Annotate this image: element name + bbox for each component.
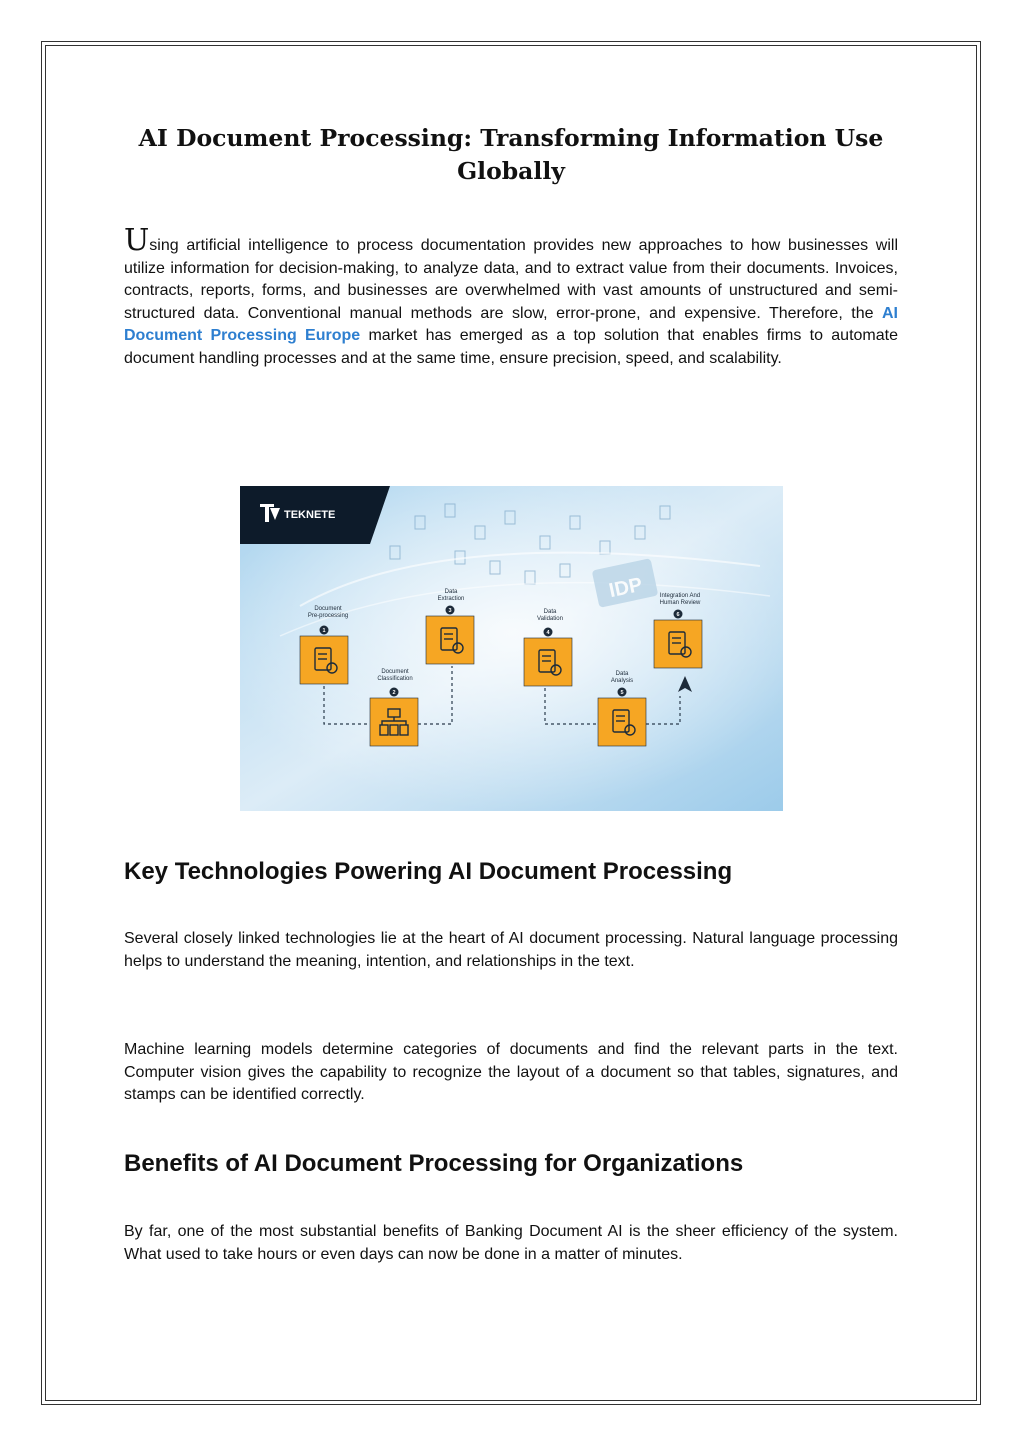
teknete-brand-bar <box>240 486 390 544</box>
document-title: AI Document Processing: Transforming Information Use Globally <box>138 124 884 185</box>
step-number: 4 <box>546 630 550 636</box>
workflow-step-1 <box>300 606 348 684</box>
step-label-line1: Integration And <box>659 593 701 599</box>
step-label-line2: Classification <box>377 676 413 682</box>
section-heading-benefits: Benefits of AI Document Processing for Organizations <box>124 1150 744 1177</box>
step-label-line1: Data <box>444 589 458 595</box>
step-number: 2 <box>392 690 396 696</box>
step-number: 6 <box>676 612 680 618</box>
workflow-step-6 <box>654 593 702 668</box>
step-number: 3 <box>448 608 452 614</box>
section-heading-key-technologies: Key Technologies Powering AI Document Processing <box>124 858 733 885</box>
step-label-line1: Data <box>615 671 629 677</box>
step-box <box>598 698 646 746</box>
workflow-step-2 <box>370 669 418 746</box>
svg-text:IDP: IDP <box>607 573 645 603</box>
step-label-line1: Document <box>381 669 409 675</box>
idp-workflow-figure <box>240 486 783 811</box>
step-label-line2: Validation <box>537 616 563 622</box>
step-box <box>370 698 418 746</box>
step-box <box>300 636 348 684</box>
intro-paragraph <box>124 223 898 371</box>
step-number: 5 <box>620 690 624 696</box>
step-label-line2: Human Review <box>659 600 701 606</box>
intro-text-part-1: sing artificial intelligence to process documentation provides new approaches to how businesses will utilize information for decision-making, to analyze data, and to extract value from their documents. Invoices, contracts, reports, forms, and businesses are overwhelmed with vast amounts of unstructured and semi-structured data. Conventional manual methods are slow, error-prone, and expensive. Therefore, the <box>124 237 898 322</box>
step-label-line2: Analysis <box>610 678 634 684</box>
intro-text-part-2: market has emerged as a top solution that enables firms to automate document handling processes and at the same time, ensure precision, speed, and scalability. <box>124 327 898 367</box>
drop-cap: U <box>124 223 150 258</box>
step-box <box>524 638 572 686</box>
key-technologies-paragraph-1: Several closely linked technologies lie at the heart of AI document processing. Natural language processing helps to understand the meaning, intention, and relationships in the text. <box>124 930 898 970</box>
ai-document-processing-europe-link[interactable]: AI Document Processing Europe <box>124 304 898 345</box>
step-label-line2: Pre-processing <box>307 613 349 619</box>
step-box <box>654 620 702 668</box>
step-number: 1 <box>322 628 326 634</box>
benefits-paragraph-1: By far, one of the most substantial benefits of Banking Document AI is the sheer efficiency of the system. What used to take hours or even days can now be done in a matter of minutes. <box>124 1223 898 1263</box>
key-technologies-paragraph-2: Machine learning models determine categories of documents and find the relevant parts in the text. Computer vision gives the capability to recognize the layout of a document so that tables, signatures, and stamps can be identified correctly. <box>124 1041 898 1104</box>
step-label-line2: Extraction <box>437 596 465 602</box>
step-label-line1: Data <box>543 609 557 615</box>
step-box <box>426 616 474 664</box>
brand-name: TEKNETE <box>284 509 336 521</box>
step-label-line1: Document <box>314 606 342 612</box>
